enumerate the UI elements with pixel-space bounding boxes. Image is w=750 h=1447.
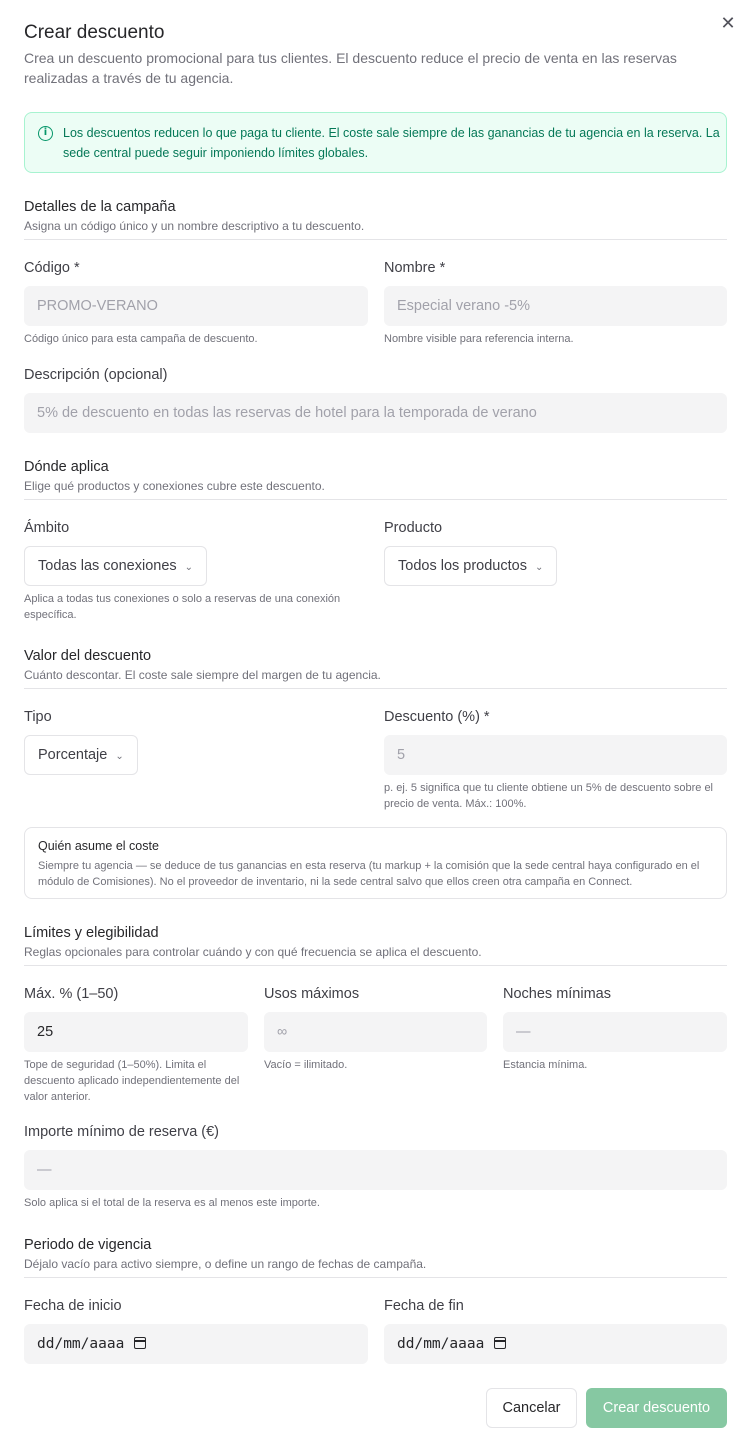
create-discount-button[interactable]: Crear descuento xyxy=(586,1388,727,1428)
code-hint: Código único para esta campaña de descuento. xyxy=(24,333,258,345)
max-uses-hint: Vacío = ilimitado. xyxy=(264,1059,348,1071)
close-icon[interactable]: ✕ xyxy=(720,13,736,34)
description-input[interactable]: 5% de descuento en todas las reservas de hotel para la temporada de verano xyxy=(24,393,727,433)
type-select[interactable] xyxy=(24,735,138,775)
section-title-value: Valor del descuento xyxy=(24,648,152,664)
end-date-value: dd/mm/aaaa xyxy=(397,1336,485,1352)
cost-info-box xyxy=(24,827,727,899)
description-label: Descripción (opcional) xyxy=(24,367,168,383)
chevron-down-icon: ⌄ xyxy=(184,562,194,573)
section-title-campaign: Detalles de la campaña xyxy=(24,199,176,215)
code-label: Código * xyxy=(24,260,80,276)
info-icon: i xyxy=(38,126,53,141)
divider xyxy=(24,688,727,689)
product-select[interactable] xyxy=(384,546,557,586)
calendar-icon[interactable] xyxy=(494,1337,506,1349)
chevron-down-icon: ⌄ xyxy=(115,751,124,762)
divider xyxy=(24,1277,727,1278)
discount-input[interactable]: 5 xyxy=(384,735,727,775)
max-percent-input[interactable]: 25 xyxy=(24,1012,248,1052)
name-hint: Nombre visible para referencia interna. xyxy=(384,333,574,345)
dialog-title: Crear descuento xyxy=(24,22,165,43)
info-banner xyxy=(24,112,727,173)
code-input[interactable]: PROMO-VERANO xyxy=(24,286,368,326)
end-date-input[interactable] xyxy=(384,1324,727,1364)
cancel-button[interactable]: Cancelar xyxy=(486,1388,577,1428)
divider xyxy=(24,239,727,240)
min-nights-label: Noches mínimas xyxy=(503,986,611,1002)
min-amount-input[interactable]: — xyxy=(24,1150,727,1190)
calendar-icon[interactable] xyxy=(134,1337,146,1349)
product-label: Producto xyxy=(384,520,443,536)
dialog-subtitle: Crea un descuento promocional para tus clientes. El descuento reduce el precio de venta en las reservas realizadas a través de tu agencia. xyxy=(24,50,677,86)
section-desc-campaign: Asigna un código único y un nombre descriptivo a tu descuento. xyxy=(24,219,365,233)
max-uses-input[interactable]: ∞ xyxy=(264,1012,487,1052)
section-desc-validity: Déjalo vacío para activo siempre, o define un rango de fechas de campaña. xyxy=(24,1257,427,1271)
min-nights-input[interactable]: — xyxy=(503,1012,727,1052)
divider xyxy=(24,965,727,966)
name-label: Nombre * xyxy=(384,260,446,276)
section-title-scope: Dónde aplica xyxy=(24,459,109,475)
start-date-label: Fecha de inicio xyxy=(24,1298,122,1314)
start-date-value: dd/mm/aaaa xyxy=(37,1336,125,1352)
max-percent-hint: Tope de seguridad (1–50%). Limita el descuento aplicado independientemente del valor anterior. xyxy=(24,1059,240,1103)
name-input[interactable]: Especial verano -5% xyxy=(384,286,727,326)
min-nights-hint: Estancia mínima. xyxy=(503,1059,588,1071)
scope-select[interactable] xyxy=(24,546,207,586)
min-amount-hint: Solo aplica si el total de la reserva es al menos este importe. xyxy=(24,1197,320,1209)
section-title-validity: Periodo de vigencia xyxy=(24,1237,152,1253)
scope-select-value: Todas las conexiones xyxy=(38,558,177,574)
discount-label: Descuento (%) * xyxy=(384,709,490,725)
discount-hint: p. ej. 5 significa que tu cliente obtiene un 5% de descuento sobre el precio de venta. Máx.: 100%. xyxy=(384,782,714,810)
min-amount-label: Importe mínimo de reserva (€) xyxy=(24,1124,220,1140)
section-title-limits: Límites y elegibilidad xyxy=(24,925,159,941)
start-date-input[interactable] xyxy=(24,1324,368,1364)
scope-label: Ámbito xyxy=(24,520,70,536)
section-desc-limits: Reglas opcionales para controlar cuándo y con qué frecuencia se aplica el descuento. xyxy=(24,945,482,959)
divider xyxy=(24,499,727,500)
section-desc-value: Cuánto descontar. El coste sale siempre del margen de tu agencia. xyxy=(24,668,381,682)
info-text: Los descuentos reducen lo que paga tu cliente. El coste sale siempre de las ganancias de tu agencia en la reserva. La sede central puede seguir imponiendo límites globales. xyxy=(63,126,720,160)
max-percent-label: Máx. % (1–50) xyxy=(24,986,119,1002)
type-label: Tipo xyxy=(24,709,52,725)
cost-title: Quién asume el coste xyxy=(38,839,159,853)
chevron-down-icon: ⌄ xyxy=(534,562,544,573)
end-date-label: Fecha de fin xyxy=(384,1298,464,1314)
scope-hint: Aplica a todas tus conexiones o solo a reservas de una conexión específica. xyxy=(24,593,341,621)
type-select-value: Porcentaje xyxy=(38,747,108,763)
product-select-value: Todos los productos xyxy=(398,558,527,574)
section-desc-scope: Elige qué productos y conexiones cubre este descuento. xyxy=(24,479,325,493)
max-uses-label: Usos máximos xyxy=(264,986,360,1002)
cost-text: Siempre tu agencia — se deduce de tus ganancias en esta reserva (tu markup + la comisión que la sede central haya configurado en el módulo de Comisiones). No el proveedor de inventario, ni la sede central salvo que ellos creen otra campaña en Connect. xyxy=(38,860,700,888)
